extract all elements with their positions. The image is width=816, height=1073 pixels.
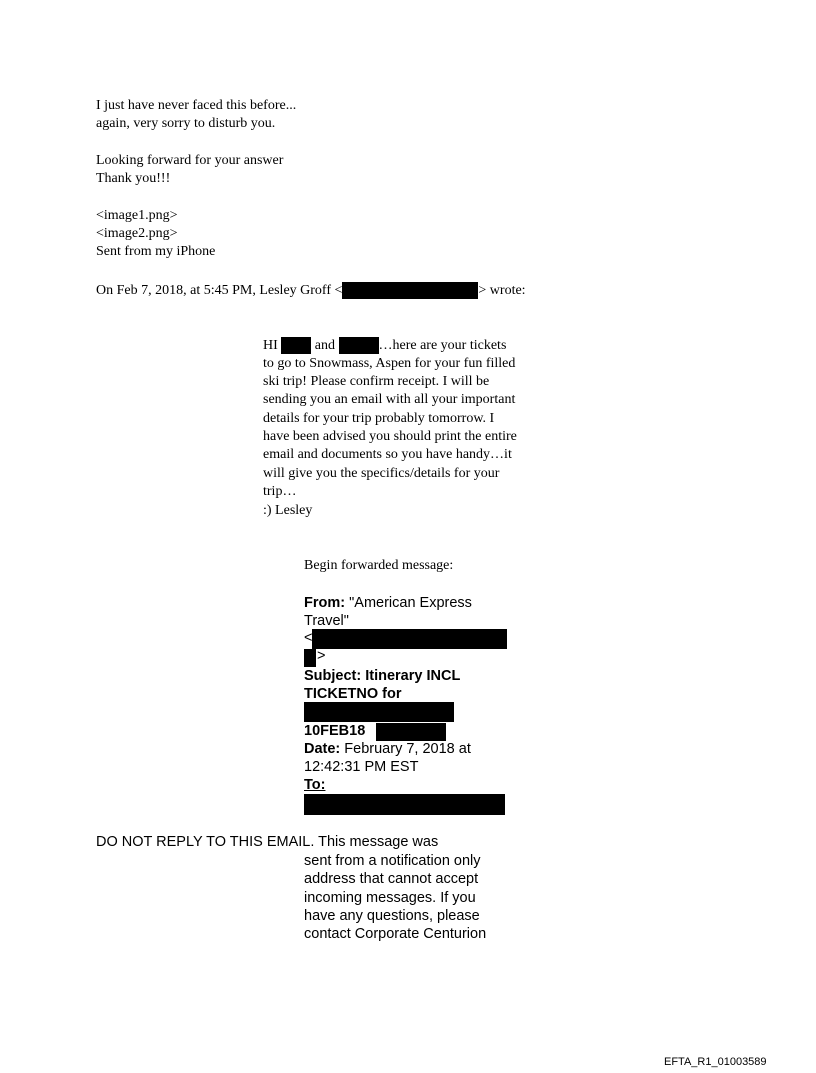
quote-header [96, 282, 526, 300]
forwarded-intro: Begin forwarded message: [304, 558, 454, 573]
lesley-message-line: trip… [263, 484, 297, 499]
date-label: Date: [304, 741, 341, 757]
lesley-message-line: ski trip! Please confirm receipt. I will be [263, 374, 490, 389]
date-line [304, 740, 471, 759]
attachment-line: <image1.png> [96, 208, 178, 223]
to-label: To: [304, 777, 326, 793]
lesley-message-line [263, 337, 506, 355]
redaction-bar [312, 629, 507, 649]
attachment-line: <image2.png> [96, 226, 178, 241]
intro-line: again, very sorry to disturb you. [96, 116, 276, 131]
document-id: EFTA_R1_01003589 [664, 1056, 767, 1068]
greeting-hi: HI [263, 338, 278, 353]
lesley-message-line: sending you an email with all your important [263, 392, 516, 407]
lesley-message-line: to go to Snowmass, Aspen for your fun filled [263, 356, 516, 371]
subject-line-cont: TICKETNO for [304, 686, 402, 702]
intro-line: Looking forward for your answer [96, 153, 284, 168]
greeting-tail: …here are your tickets [378, 338, 507, 353]
intro-line: I just have never faced this before... [96, 98, 297, 113]
redaction-bar [304, 794, 505, 815]
notice-line: incoming messages. If you [304, 890, 476, 906]
subject-line: Subject: Itinerary INCL [304, 668, 461, 684]
lesley-message-line: will give you the specifics/details for your [263, 466, 500, 481]
redaction-bar [304, 649, 316, 667]
redaction-bar [342, 282, 478, 299]
intro-line: Thank you!!! [96, 171, 171, 186]
lesley-message-line: have been advised you should print the entire [263, 429, 517, 444]
notice-line: sent from a notification only [304, 853, 481, 869]
from-value: "American Express [349, 595, 472, 611]
lesley-message-line: email and documents so you have handy…it [263, 447, 512, 462]
redaction-bar [281, 337, 311, 354]
signature-line: Sent from my iPhone [96, 244, 216, 259]
redaction-bar [339, 337, 379, 354]
to-line [304, 776, 325, 795]
notice-line: DO NOT REPLY TO THIS EMAIL. This message was [96, 834, 439, 850]
redaction-bar [376, 723, 446, 741]
from-value-cont: Travel" [304, 613, 349, 629]
from-email-close: > [317, 648, 326, 664]
date-value-cont: 12:42:31 PM EST [304, 759, 419, 775]
notice-line: have any questions, please [304, 908, 480, 924]
notice-line: address that cannot accept [304, 871, 479, 887]
quote-header-prefix: On Feb 7, 2018, at 5:45 PM, Lesley Groff < [96, 283, 343, 298]
from-label: From: [304, 595, 346, 611]
lesley-message-line: details for your trip probably tomorrow. I [263, 411, 495, 426]
quote-header-suffix: > wrote: [478, 283, 526, 298]
from-email-open: < [304, 630, 313, 646]
lesley-signature: :) Lesley [263, 503, 313, 518]
greeting-and: and [314, 338, 335, 353]
notice-line: contact Corporate Centurion [304, 926, 487, 942]
date-value: February 7, 2018 at [344, 741, 471, 757]
subject-date: 10FEB18 [304, 723, 366, 739]
redaction-bar [304, 702, 454, 722]
from-line [304, 594, 472, 613]
